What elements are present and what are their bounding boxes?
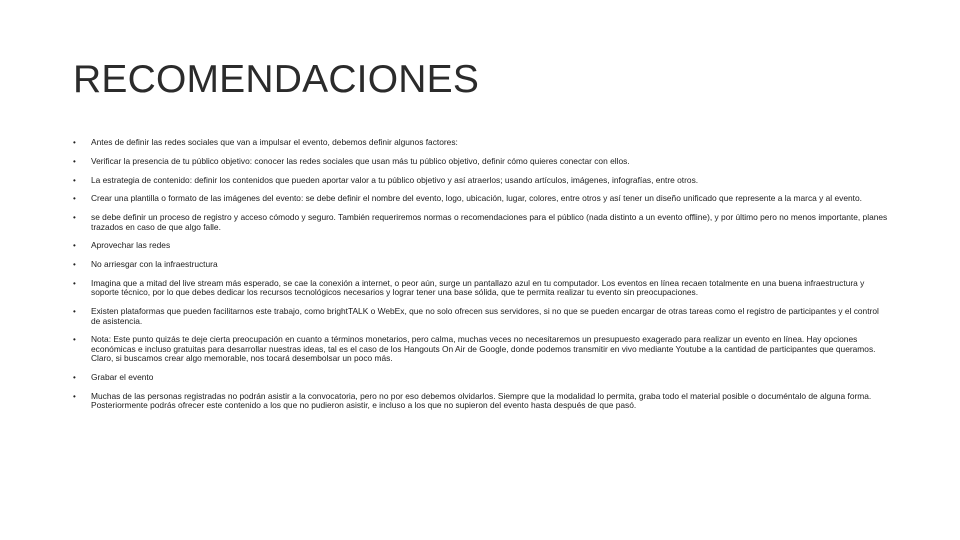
slide-title: RECOMENDACIONES — [73, 58, 480, 101]
bullet-item: • se debe definir un proceso de registro y acceso cómodo y seguro. También requeriremos normas o recomendaciones para el público (nada distinto a un evento offline), y por último pero no menos importante, planes trazados en caso de que algo falle. — [73, 213, 888, 232]
bullet-item: • Grabar el evento — [73, 373, 888, 382]
bullet-item: • Verificar la presencia de tu público objetivo: conocer las redes sociales que usan más tu público objetivo, definir cómo quieres conectar con ellos. — [73, 157, 888, 166]
bullet-item: • Existen plataformas que pueden facilitarnos este trabajo, como brightTALK o WebEx, que no solo ofrecen sus servidores, si no que se pueden encargar de otras tareas como el registro de participantes y el control de asistencia. — [73, 307, 888, 326]
bullet-list — [73, 138, 888, 420]
bullet-item: • La estrategia de contenido: definir los contenidos que pueden aportar valor a tu público objetivo y así atraerlos; usando artículos, imágenes, infografías, entre otros. — [73, 176, 888, 185]
bullet-item: • No arriesgar con la infraestructura — [73, 260, 888, 269]
bullet-item: • Muchas de las personas registradas no podrán asistir a la convocatoria, pero no por eso debemos olvidarlos. Siempre que la modalidad lo permita, graba todo el material posible o documéntalo de alguna forma. Posteriormente podrás ofrecer este contenido a los que no pudieron asistir, e incluso a los que no supieron del evento hasta después de que pasó. — [73, 392, 888, 411]
bullet-item: • Nota: Este punto quizás te deje cierta preocupación en cuanto a términos monetarios, pero calma, muchas veces no necesitaremos un presupuesto exagerado para realizar un evento en línea. Hay opciones económicas e incluso gratuitas para desarrollar nuestras ideas, tal es el caso de los Hangouts On Air de Google, donde podemos transmitir en vivo mediante Youtube a la cantidad de participantes que queramos. Claro, si buscamos crear algo memorable, nos tocará desembolsar un poco más. — [73, 335, 888, 363]
bullet-item: • Crear una plantilla o formato de las imágenes del evento: se debe definir el nombre del evento, logo, ubicación, lugar, colores, entre otros y así tener un diseño unificado que represente a la marca y al evento. — [73, 194, 888, 203]
bullet-item: • Imagina que a mitad del live stream más esperado, se cae la conexión a internet, o peor aún, surge un pantallazo azul en tu computador. Los eventos en línea recaen totalmente en una buena infraestructura y soporte técnico, por lo que debes dedicar los recursos tecnológicos necesarios y lograr tener una base sólida, que te permita realizar tu evento sin preocupaciones. — [73, 279, 888, 298]
bullet-item: • Aprovechar las redes — [73, 241, 888, 250]
bullet-item: • Antes de definir las redes sociales que van a impulsar el evento, debemos definir algunos factores: — [73, 138, 888, 147]
